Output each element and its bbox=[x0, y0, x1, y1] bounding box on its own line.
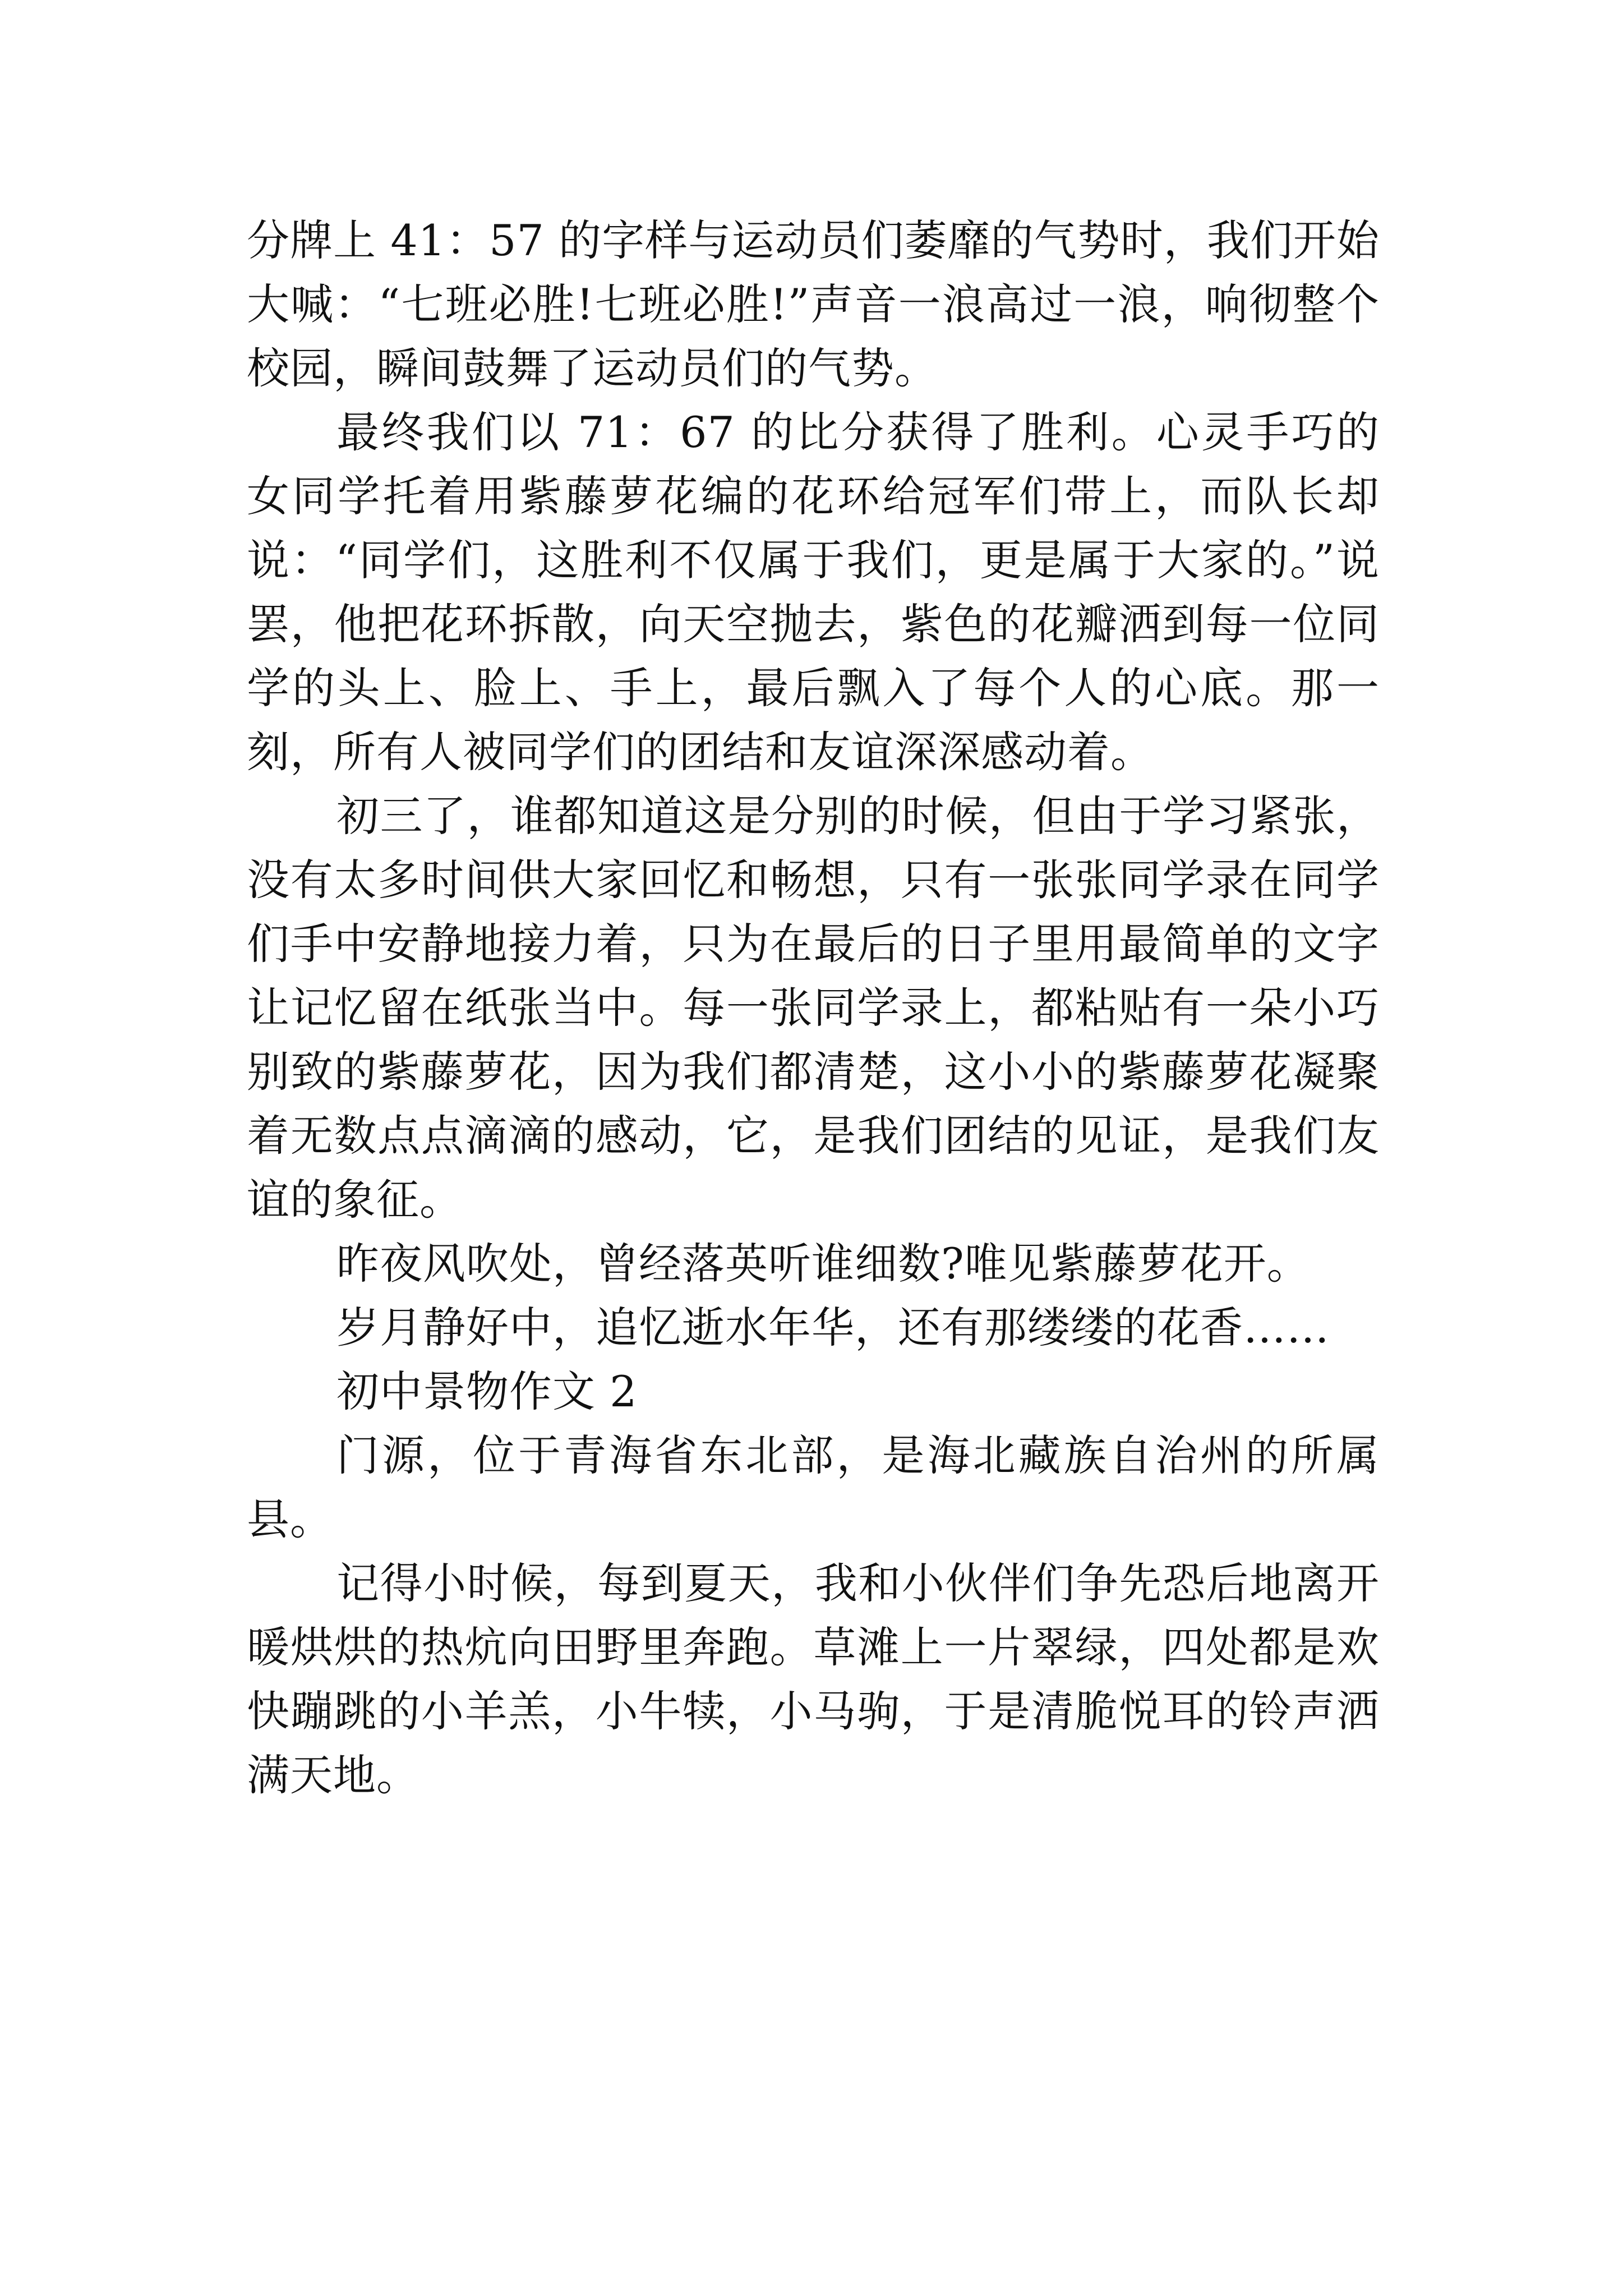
essay-heading: 初中景物作文 2 bbox=[336, 1366, 638, 1416]
paragraph-childhood: 记得小时候，每到夏天，我和小伙伴们争先恐后地离开暖烘烘的热炕向田野里奔跑。草滩上一片翠绿，四处都是欢快蹦跳的小羊羔，小牛犊，小马驹，于是清脆悦耳的铃声洒满天地。 bbox=[247, 1558, 1380, 1800]
paragraph-grade-three: 初三了，谁都知道这是分别的时候，但由于学习紧张，没有太多时间供大家回忆和畅想，只有一张张同学录在同学们手中安静地接力着，只为在最后的日子里用最简单的文字让记忆留在纸张当中。每一张同学录上，都粘贴有一朵小巧别致的紫藤萝花，因为我们都清楚，这小小的紫藤萝花凝聚着无数点点滴滴的感动，它，是我们团结的见证，是我们友谊的象征。 bbox=[247, 791, 1380, 1225]
paragraph-menyuan: 门源，位于青海省东北部，是海北藏族自治州的所属县。 bbox=[247, 1430, 1380, 1544]
paragraph-continuation: 分牌上 41：57 的字样与运动员们萎靡的气势时，我们开始大喊：“七班必胜!七班必胜!”声音一浪高过一浪，响彻整个校园，瞬间鼓舞了运动员们的气势。 bbox=[247, 215, 1380, 393]
poem-line-2: 岁月静好中，追忆逝水年华，还有那缕缕的花香…… bbox=[336, 1303, 1330, 1352]
poem-line-1: 昨夜风吹处，曾经落英听谁细数?唯见紫藤萝花开。 bbox=[336, 1239, 1310, 1289]
body-text bbox=[247, 209, 1380, 1807]
paragraph-victory: 最终我们以 71：67 的比分获得了胜利。心灵手巧的女同学托着用紫藤萝花编的花环给冠军们带上，而队长却说：“同学们，这胜利不仅属于我们，更是属于大家的。”说罢，他把花环拆散，向天空抛去，紫色的花瓣洒到每一位同学的头上、脸上、手上，最后飘入了每个人的心底。那一刻，所有人被同学们的团结和友谊深深感动着。 bbox=[247, 407, 1380, 777]
